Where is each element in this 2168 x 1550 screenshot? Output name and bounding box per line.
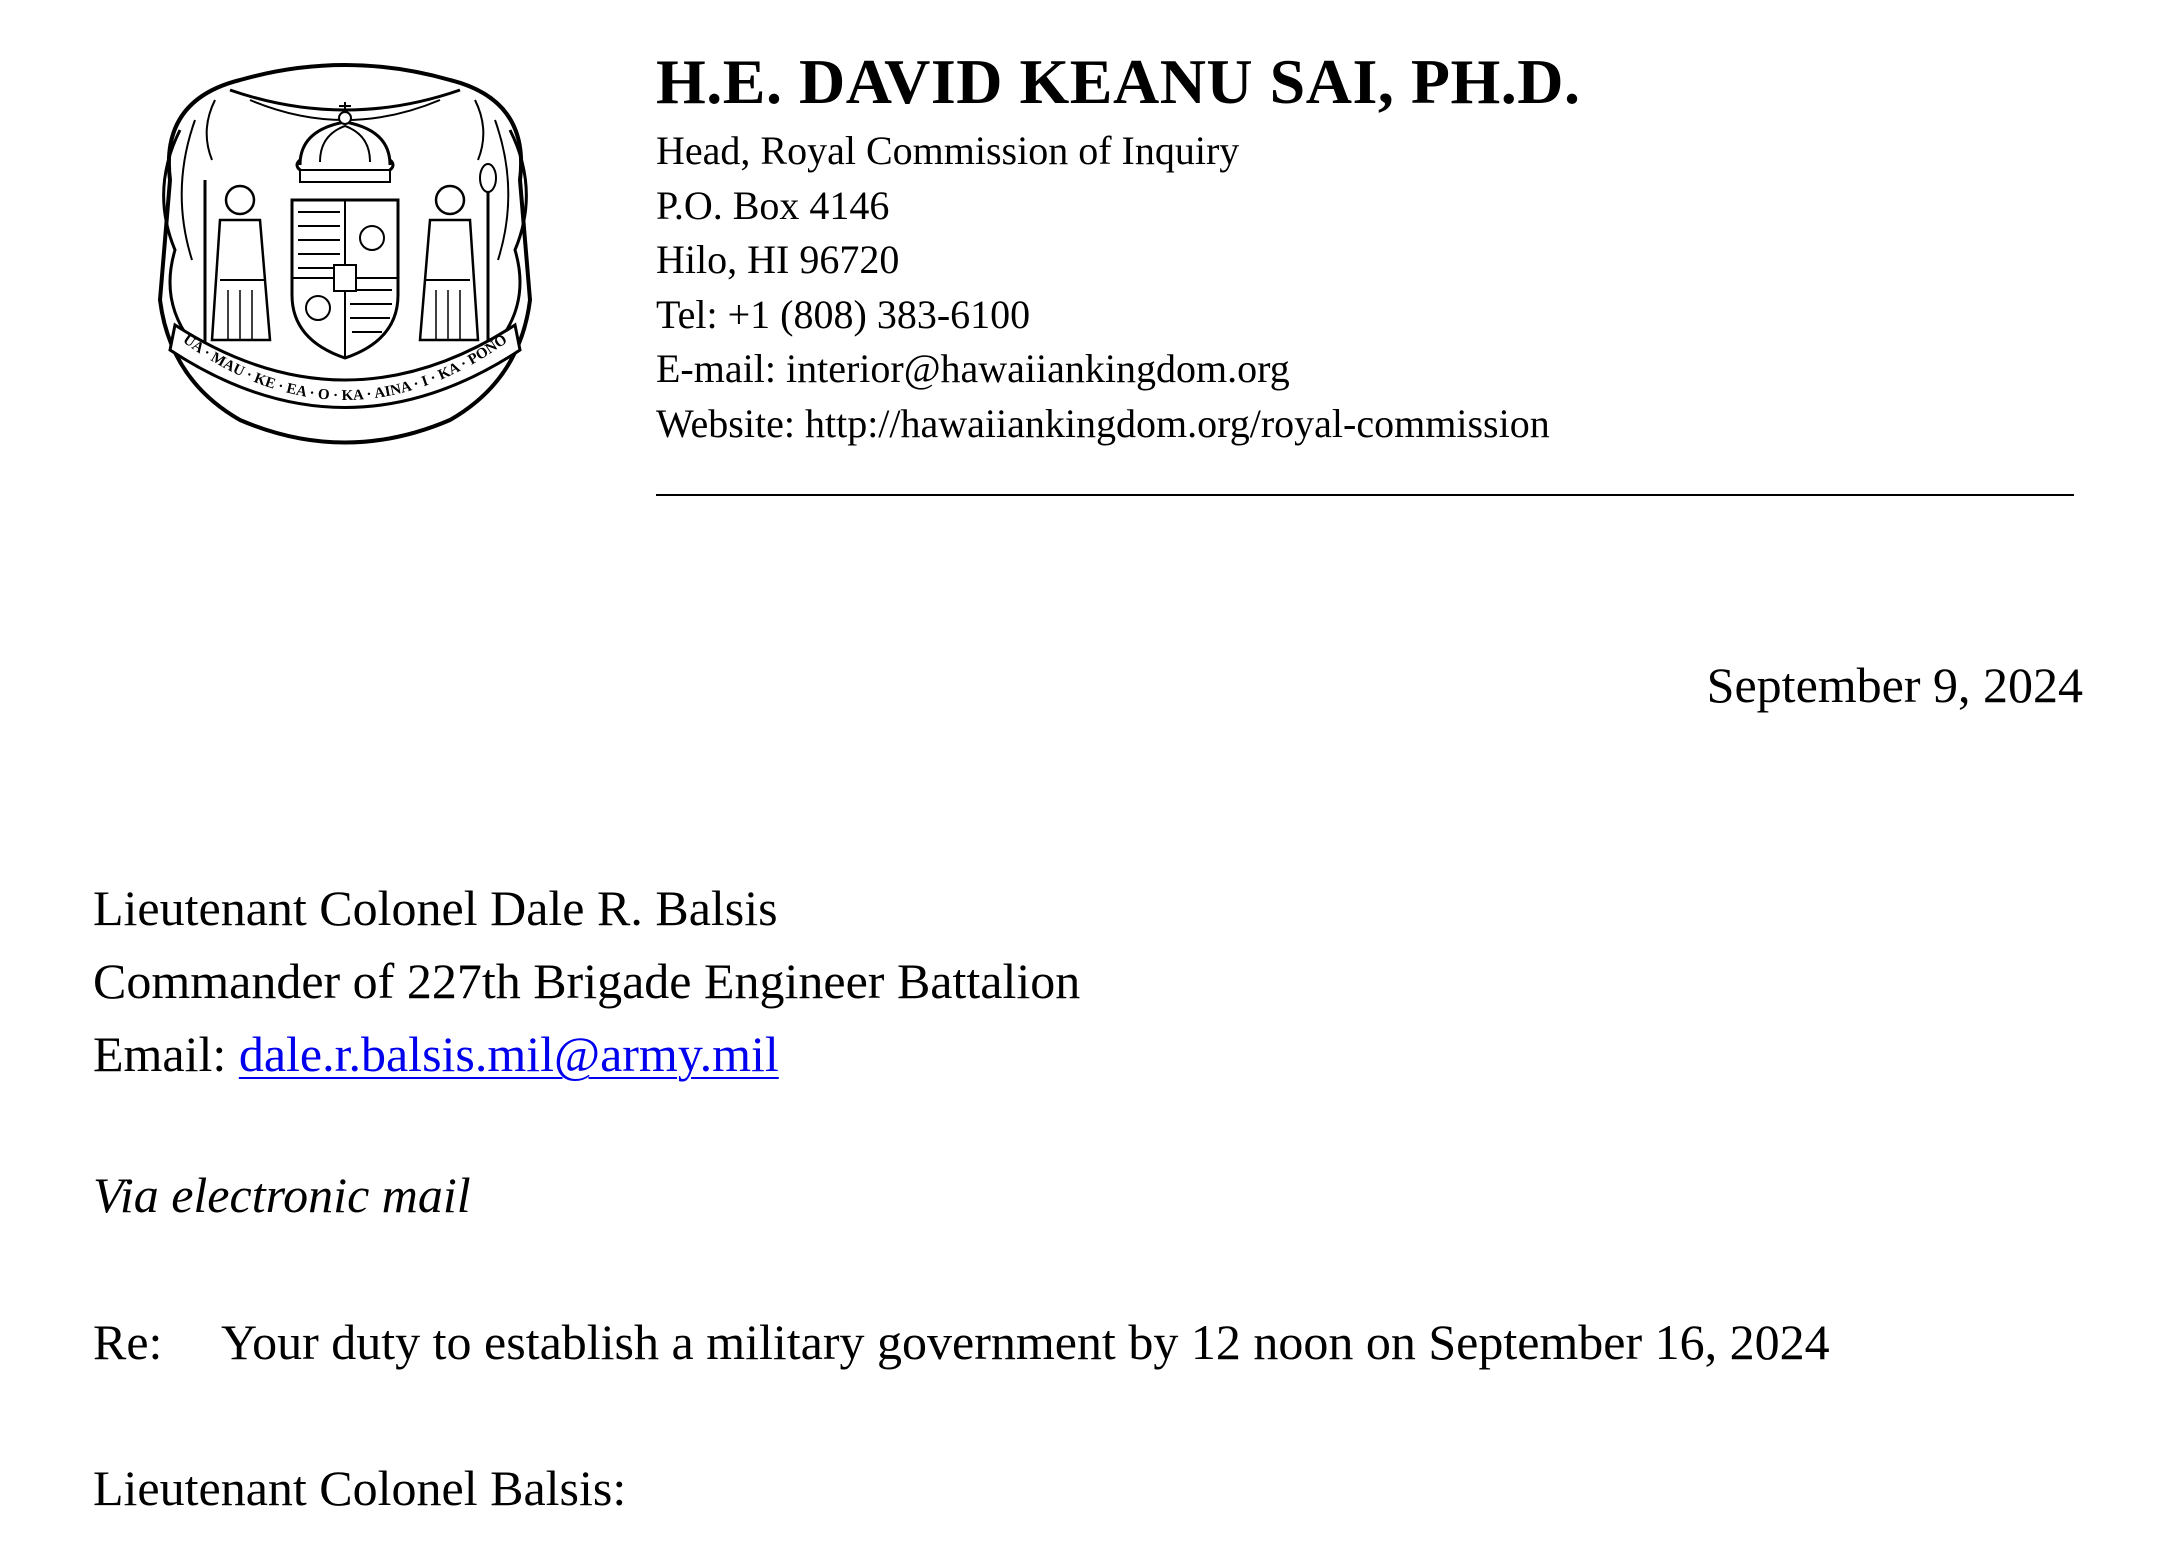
sender-website: Website: http://hawaiiankingdom.org/royal-commission — [656, 400, 1550, 446]
salutation: Lieutenant Colonel Balsis: — [93, 1460, 627, 1516]
sender-name: H.E. DAVID KEANU SAI, PH.D. — [656, 46, 1581, 117]
recipient-email-label: Email: — [93, 1026, 239, 1082]
subject-text: Your duty to establish a military government by 12 noon on September 16, 2024 — [221, 1314, 1830, 1370]
recipient-block — [93, 872, 1080, 1091]
recipient-name: Lieutenant Colonel Dale R. Balsis — [93, 880, 778, 936]
seal-motto: UA · MAU · KE · EA · O · KA · AINA · I · KA · PONO — [179, 331, 511, 405]
sender-telephone: Tel: +1 (808) 383-6100 — [656, 291, 1031, 337]
sender-title: Head, Royal Commission of Inquiry — [656, 128, 1240, 173]
delivery-method: Via electronic mail — [93, 1167, 471, 1223]
recipient-email-link[interactable]: dale.r.balsis.mil@army.mil — [238, 1026, 779, 1082]
subject-line — [93, 1312, 1830, 1372]
letterhead — [656, 46, 2076, 452]
sender-city: Hilo, HI 96720 — [656, 237, 900, 283]
subject-label: Re: — [93, 1314, 163, 1370]
recipient-position: Commander of 227th Brigade Engineer Battalion — [93, 953, 1081, 1009]
sender-email: E-mail: interior@hawaiiankingdom.org — [656, 346, 1290, 392]
royal-coat-of-arms-seal — [120, 40, 570, 470]
recipient-email-line — [93, 1018, 1080, 1091]
letterhead-divider — [656, 494, 2074, 496]
letter-date: September 9, 2024 — [1706, 657, 2083, 713]
sender-po-box: P.O. Box 4146 — [656, 182, 890, 228]
